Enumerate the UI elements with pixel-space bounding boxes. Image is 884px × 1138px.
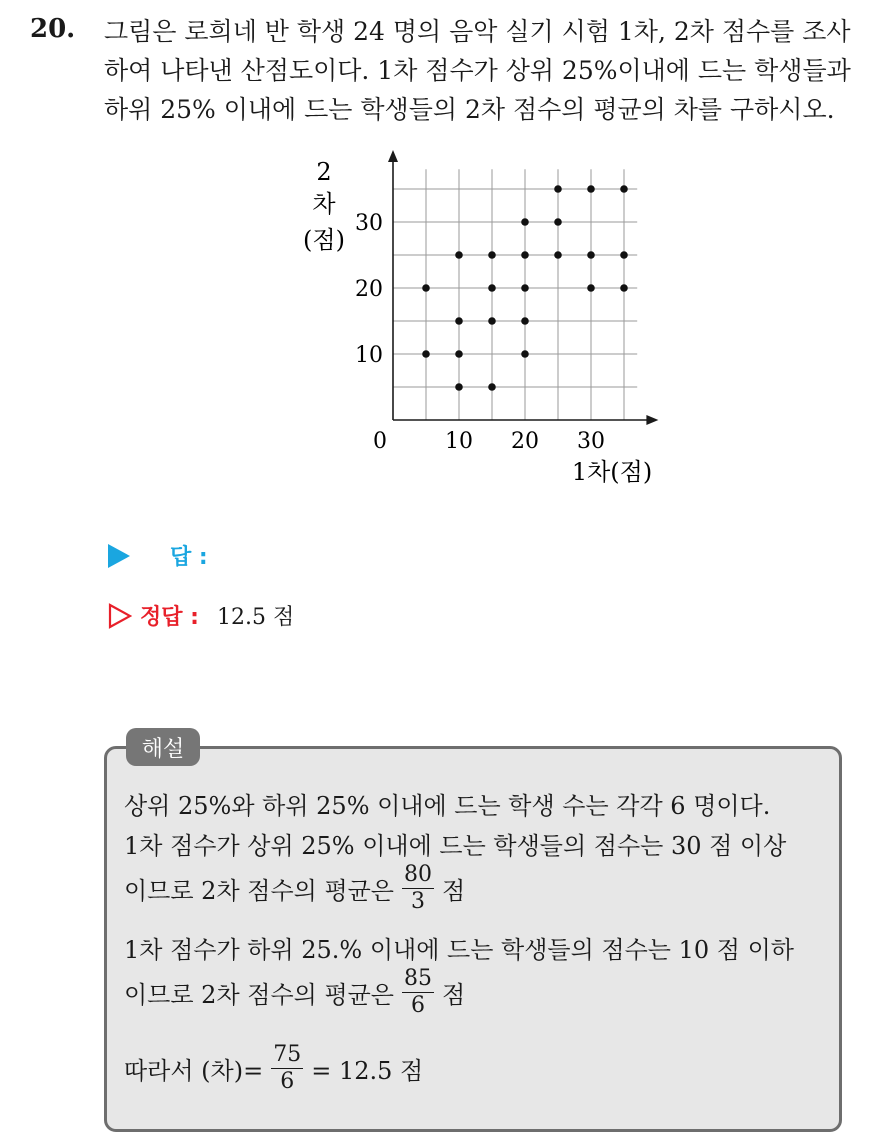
fraction-numerator: 75 bbox=[273, 1042, 302, 1067]
data-point bbox=[587, 185, 595, 193]
fraction-numerator: 85 bbox=[404, 966, 432, 991]
data-point bbox=[587, 284, 595, 292]
explanation-tag: 해설 bbox=[126, 728, 200, 766]
data-point bbox=[620, 185, 628, 193]
correct-answer-row bbox=[108, 600, 294, 631]
data-point bbox=[620, 284, 628, 292]
data-point bbox=[521, 251, 529, 259]
data-point bbox=[620, 251, 628, 259]
fraction-denominator: 6 bbox=[280, 1069, 295, 1094]
data-point bbox=[455, 317, 463, 325]
x-axis-arrow bbox=[646, 415, 658, 425]
scatter-plot bbox=[290, 150, 680, 500]
explanation-line: 1차 점수가 상위 25% 이내에 드는 학생들의 점수는 30 점 이상 bbox=[124, 832, 787, 860]
explanation-line: 상위 25%와 하위 25% 이내에 드는 학생 수는 각각 6 명이다. bbox=[124, 792, 771, 820]
explanation-text: 이므로 2차 점수의 평균은 bbox=[124, 877, 394, 905]
y-axis-label-line: (점) bbox=[303, 226, 345, 254]
grid bbox=[393, 169, 637, 420]
question-text bbox=[104, 12, 864, 129]
data-point bbox=[554, 218, 562, 226]
y-tick-label: 20 bbox=[355, 277, 383, 302]
question-line: 그림은 로희네 반 학생 24 명의 음악 실기 시험 1차, 2차 점수를 조사 bbox=[104, 17, 851, 46]
y-axis-label-line: 2 bbox=[316, 158, 332, 186]
question-number: 20. bbox=[30, 14, 76, 44]
data-point bbox=[455, 350, 463, 358]
fraction bbox=[271, 1042, 303, 1095]
correct-answer-value: 12.5 점 bbox=[216, 605, 295, 630]
data-point bbox=[554, 251, 562, 259]
data-point bbox=[488, 284, 496, 292]
explanation-text: 이므로 2차 점수의 평균은 bbox=[124, 981, 394, 1009]
fraction-denominator: 6 bbox=[411, 993, 425, 1018]
data-point bbox=[554, 185, 562, 193]
x-tick-label: 30 bbox=[577, 429, 605, 454]
data-point bbox=[521, 317, 529, 325]
explanation-text: = 12.5 점 bbox=[311, 1057, 424, 1085]
explanation-line bbox=[124, 1042, 423, 1095]
y-tick-label: 10 bbox=[355, 343, 383, 368]
x-tick-label: 10 bbox=[445, 429, 473, 454]
correct-answer-label: 정답 : bbox=[140, 605, 199, 630]
outline-triangle-icon bbox=[108, 603, 132, 629]
y-axis-arrow bbox=[388, 150, 398, 162]
explanation-line bbox=[124, 862, 465, 915]
question-line: 하여 나타낸 산점도이다. 1차 점수가 상위 25%이내에 드는 학생들과 bbox=[104, 56, 851, 85]
play-triangle-icon bbox=[108, 544, 130, 568]
data-point bbox=[587, 251, 595, 259]
explanation-text: 점 bbox=[442, 981, 466, 1009]
y-tick-label: 30 bbox=[355, 211, 383, 236]
data-point bbox=[521, 350, 529, 358]
y-axis-label-line: 차 bbox=[312, 190, 336, 218]
fraction bbox=[402, 966, 434, 1019]
data-point bbox=[488, 317, 496, 325]
fraction-numerator: 80 bbox=[404, 862, 432, 887]
explanation-line bbox=[124, 966, 465, 1019]
answer-label: 답 : bbox=[170, 545, 208, 570]
data-point bbox=[422, 284, 430, 292]
explanation-text: 점 bbox=[442, 877, 466, 905]
data-point bbox=[455, 383, 463, 391]
fraction bbox=[402, 862, 434, 915]
explanation-line: 1차 점수가 하위 25.% 이내에 드는 학생들의 점수는 10 점 이하 bbox=[124, 936, 794, 964]
origin-label: 0 bbox=[373, 429, 387, 454]
data-point bbox=[521, 284, 529, 292]
x-tick-label: 20 bbox=[511, 429, 539, 454]
data-point bbox=[488, 383, 496, 391]
data-point bbox=[455, 251, 463, 259]
answer-row bbox=[108, 540, 208, 571]
fraction-denominator: 3 bbox=[411, 889, 425, 914]
explanation-text: 따라서 (차)= bbox=[124, 1057, 264, 1085]
x-axis-label: 1차(점) bbox=[571, 458, 653, 486]
data-point bbox=[521, 218, 529, 226]
data-point bbox=[422, 350, 430, 358]
question-line: 하위 25% 이내에 드는 학생들의 2차 점수의 평균의 차를 구하시오. bbox=[104, 95, 835, 124]
data-point bbox=[488, 251, 496, 259]
